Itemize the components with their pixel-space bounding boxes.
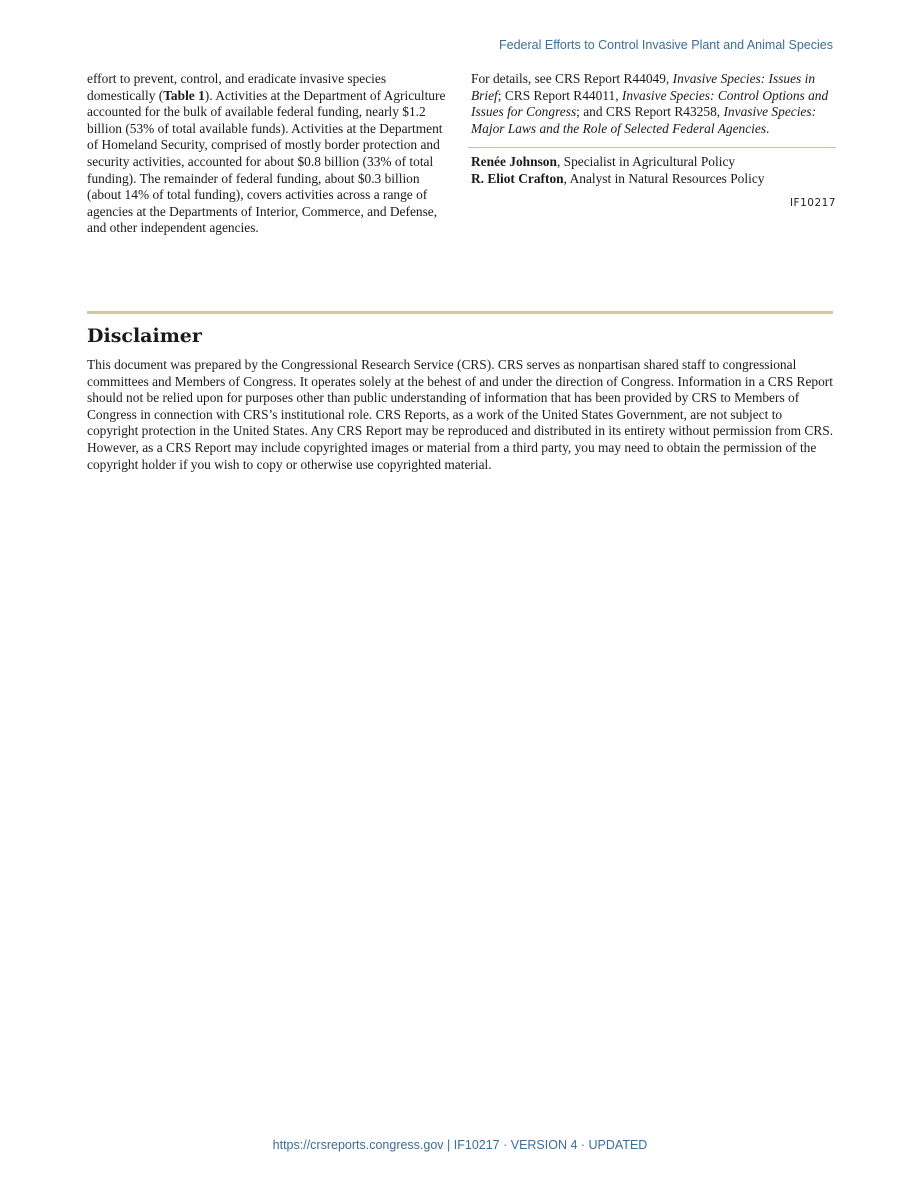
author-list	[471, 154, 836, 187]
product-code: IF10217	[789, 196, 836, 209]
details-text: For details, see CRS Report R44049,	[471, 71, 673, 86]
section-divider	[87, 311, 833, 314]
running-header: Federal Efforts to Control Invasive Plant and Animal Species	[499, 38, 833, 52]
details-text: ; CRS Report R44011,	[497, 87, 622, 103]
report-title-r43258: Invasive Species: Major Laws and the Role of Selected Federal Agencies	[471, 104, 817, 136]
author-entry	[471, 171, 836, 188]
funding-paragraph	[87, 71, 452, 237]
funding-text-1: effort to prevent, control, and eradicate invasive species domestically (	[87, 71, 387, 103]
left-column	[87, 71, 452, 237]
funding-text-2: ). Activities at the Department of Agriculture accounted for the bulk of available federal funding, nearly $1.2 billion (53% of total available funds). Activities at the Department of Homeland Security, comprised of mostly border protection and security activities, accounted for about $0.8 billion (33% of total funding). The remainder of federal funding, about $0.3 billion (about 14% of total funding), covers activities across a range of agencies at the Departments of Interior, Commerce, and Defense, and other independent agencies.	[87, 87, 446, 236]
details-text: ; and CRS Report R43258,	[576, 104, 724, 120]
table-1-reference[interactable]: Table 1	[163, 87, 205, 103]
disclaimer-text: This document was prepared by the Congressional Research Service (CRS). CRS serves as nonpartisan shared staff to congressional committees and Members of Congress. It operates solely at the behest of and under the direction of Congress. Information in a CRS Report should not be relied upon for purposes other than public understanding of information that has been provided by CRS to Members of Congress in connection with CRS’s institutional role. CRS Reports, as a work of the United States Government, are not subject to copyright protection in the United States. Any CRS Report may be reproduced and distributed in its entirety without permission from CRS. However, as a CRS Report may include copyrighted images or material from a third party, you may need to obtain the permission of the copyright holder if you wish to copy or otherwise use copyrighted material.	[87, 357, 834, 472]
author-name: R. Eliot Crafton	[471, 170, 564, 186]
details-text: .	[766, 120, 770, 136]
right-column	[471, 71, 836, 211]
page-footer[interactable]: https://crsreports.congress.gov | IF10217 · VERSION 4 · UPDATED	[272, 1138, 648, 1152]
author-name: Renée Johnson	[471, 154, 557, 170]
author-title: , Analyst in Natural Resources Policy	[563, 170, 765, 186]
author-title: , Specialist in Agricultural Policy	[556, 154, 736, 170]
report-title-r44049: Invasive Species: Issues in Brief	[471, 71, 816, 103]
report-title-r44011: Invasive Species: Control Options and Issues for Congress	[471, 87, 829, 120]
details-paragraph	[468, 71, 836, 148]
disclaimer-title: Disclaimer	[87, 325, 202, 347]
author-entry	[471, 154, 836, 171]
